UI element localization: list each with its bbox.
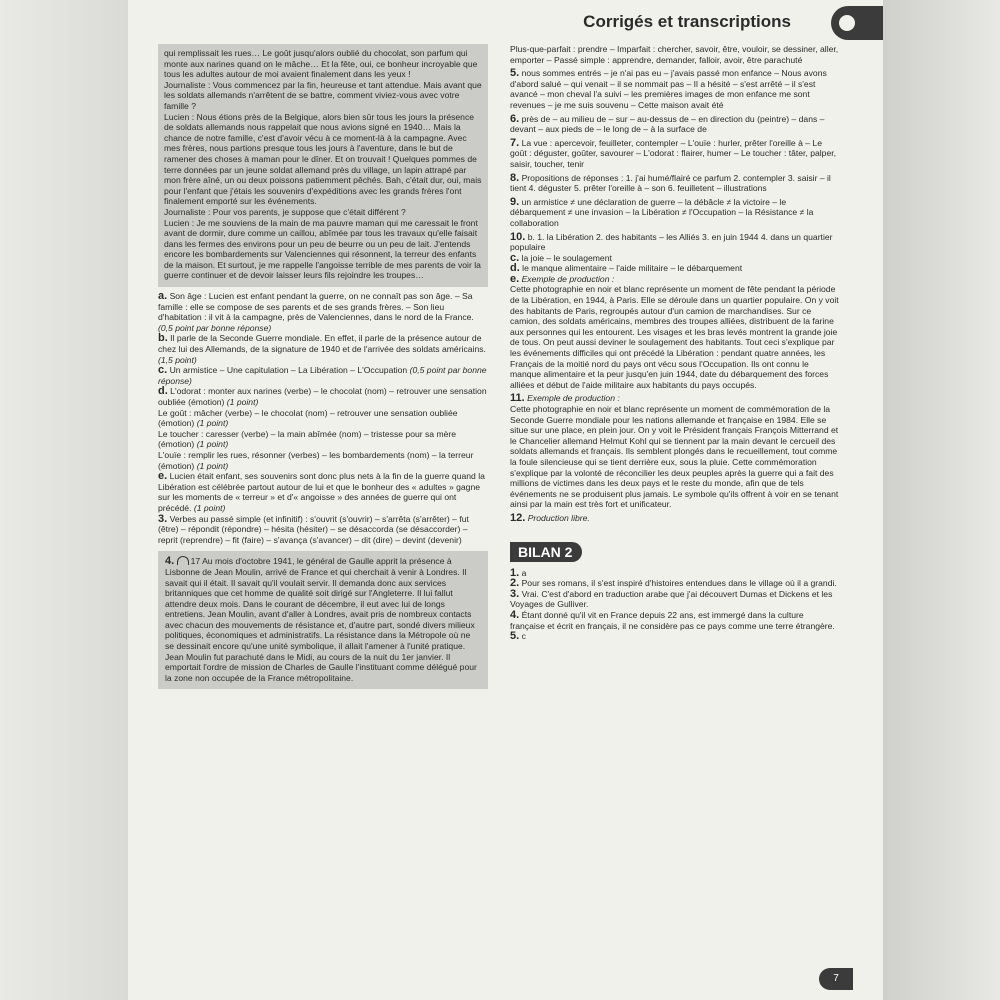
- background-right: [883, 0, 1000, 1000]
- answer-item: 4. 17 Au mois d'octobre 1941, le général de Gaulle apprit la présence à Lisbonne de Jean Moulin, arrivé de France et qui cherchait à venir à Londres. Il savait qui il était. Il savait qu'il voulait servir. Il demanda donc aux services britanniques que cet homme de qualité soit dirigé sur l'Angleterre. Il lui fallut attendre deux mois. Dans le courant de décembre, il eut avec lui de longs entretiens. Jean Moulin, avant d'aller à Londres, avait pris de nombreux contacts avec chacun des mouvements de résistance et, d'autre part, sondé divers milieux politiques, économiques et administratifs. La résistance dans la Métropole où ne se dessinait encore qu'une unité symbolique, il allait l'amener à l'unité pratique. Jean Moulin fut parachuté dans le Midi, au cours de la nuit du 1er janvier. Il emportait l'ordre de mission de Charles de Gaulle l'instituant comme délégué pour la zone non occupée de la France métropolitaine.: [165, 555, 477, 683]
- answer-item: L'ouïe : remplir les rues, résonner (verbes) – les bombardements (nom) – la terreur (émotion) (1 point): [158, 449, 474, 471]
- answer-item: Le goût : mâcher (verbe) – le chocolat (nom) – retrouver une sensation oubliée (émotion) (1 point): [158, 407, 458, 429]
- production-text: Cette photographie en noir et blanc représente un moment de fête pendant la période de la Libération, en 1944, à Paris. Elle se déroule dans un quartier populaire. On y voit des habitants de Paris, regroupés autour d'un camion de marchandises. Sur ce camion, des soldats américains, membres des troupes alliées, distribuent de la farine aux personnes qui les entourent. Les visages et les bras levés montrent la grande joie de tous. On peut aussi deviner le soulagement des habitants. Tout ceci s'explique par les événements difficiles qui ont précédé la Libération : pendant quatre années, les Français de la moitié nord du pays ont vécu sous l'Occupation. Ils ont connu le manque alimentaire et la peur jusqu'en juin 1944, date du débarquement des forces alliées et début de l'aide militaire aux habitants du pays occupés.: [510, 284, 839, 390]
- transcript-paragraph: qui remplissait les rues… Le goût jusqu'alors oublié du chocolat, son parfum qui monte aux narines quand on le mâche… Et la fête, oui, ce bonheur incroyable que tous les adultes autour de moi avaient finalement dans les yeux !: [164, 48, 478, 80]
- bilan-item: 5. c: [510, 630, 526, 643]
- answer-item: b. Il parle de la Seconde Guerre mondiale. En effet, il parle de la présence autour de chez lui des Allemands, de la signature de 1940 et de l'arrivée des soldats américains. (1,5 point): [158, 332, 486, 365]
- answer-item: c. Un armistice – Une capitulation – La Libération – L'Occupation (0,5 point par bonne réponse): [158, 364, 487, 386]
- answer-item: 10. b. 1. la Libération 2. des habitants – les Alliés 3. en juin 1944 4. dans un quartier populaire: [510, 230, 833, 253]
- background-left: [0, 0, 128, 1000]
- answer-item: Le toucher : caresser (verbe) – la main abîmée (nom) – tristesse pour sa mère (émotion) (1 point): [158, 428, 457, 450]
- bilan-item: 3. Vrai. C'est d'abord en traduction arabe que j'ai découvert Dumas et Dickens et les Voyages de Gulliver.: [510, 587, 833, 610]
- header-badge: [831, 6, 883, 40]
- answer-item: a. Son âge : Lucien est enfant pendant la guerre, on ne connaît pas son âge. – Sa famille : elle se compose de ses parents et de ses grands frères. – Son lieu d'habitation : il vit à la campagne, près de Valenciennes, dans le nord de la France. (0,5 point par bonne réponse): [158, 290, 474, 333]
- answer-item: e. Exemple de production :: [510, 272, 615, 285]
- answer-item: 7. La vue : apercevoir, feuilleter, contempler – L'ouïe : hurler, prêter l'oreille à – Le goût : déguster, goûter, savourer – L'odorat : flairer, humer – Le toucher : tâter, palper, saisir, toucher, tenir: [510, 136, 837, 169]
- answer-item: 12. Production libre.: [510, 511, 590, 524]
- answer-item: 5. nous sommes entrés – je n'ai pas eu – j'avais passé mon enfance – Nous avons d'abord salué – qui venait – il se nommait pas – Il a hésité – s'est arrêté – il s'est avancé – mon cheval l'a suivi – les premières images de mon enfance me sont revenues – je me suis souvenu – Cette maison avait été: [510, 67, 827, 110]
- bilan-heading: BILAN 2: [510, 542, 582, 562]
- answer-item: 8. Propositions de réponses : 1. j'ai humé/flairé ce parfum 2. contempler 3. saisir – il tient 4. déguster 5. prêter l'oreille à – son 6. feuilletent – illustrations: [510, 171, 831, 194]
- answer-item: Plus-que-parfait : prendre – Imparfait : chercher, savoir, être, vouloir, se dessiner, aller, emporter – Passé simple : apprendre, demander, falloir, avoir, être parachuté: [510, 44, 839, 65]
- left-column: [158, 44, 488, 689]
- production-text: Cette photographie en noir et blanc représente un moment de commémoration de la Seconde Guerre mondiale pour les nations allemande et française en 1984. Elle se situe sur une place, en plein jour. On y voit le Président français François Mitterrand et le Chancelier allemand Helmut Kohl qui se tiennent par la main devant le cercueil des soldats allemands et français. Ils semblent plongés dans le recueillement, tout comme la foule silencieuse qui se tient derrière eux, sous la pluie. Cette commémoration s'explique par la volonté de réconcilier les deux peuples après la guerre qui a fait des millions de victimes dans les deux pays et le reste du monde, afin que de tels événements ne se produisent plus jamais. Le symbole qu'ils offrent à voir en se tenant ainsi par la main est très fort et unificateur.: [510, 404, 839, 510]
- answer-item: d. L'odorat : monter aux narines (verbe) – le chocolat (nom) – retrouver une sensation oubliée (émotion) (1 point): [158, 385, 487, 407]
- transcript-box: [158, 44, 488, 287]
- transcript-paragraph: Lucien : Je me souviens de la main de ma pauvre maman qui me caressait le front avant de dormir, dure comme un caillou, abîmée par tous les travaux qu'elle faisait dans les fermes des environs pour un peu de beurre ou un peu de lait. J'entends encore les bombardements sur Valenciennes qui résonnent, la terreur des enfants de la maison. Et surtout, je me rappelle l'angoisse terrible de mes parents de voir la guerre continuer et de devoir laisser leurs fils rejoindre les troupes…: [164, 217, 481, 281]
- answer-item: 9. un armistice ≠ une déclaration de guerre – la débâcle ≠ la victoire – le débarquement ≠ une invasion – la Libération ≠ l'Occupation – la Résistance ≠ la collaboration: [510, 195, 814, 228]
- bilan-item: 2. Pour ses romans, il s'est inspiré d'histoires entendues dans le village où il a grandi.: [510, 577, 837, 590]
- right-column: [510, 44, 840, 642]
- badge-dot-icon: [839, 15, 855, 31]
- bilan-item: 1. a: [510, 566, 527, 579]
- bilan-item: 4. Étant donné qu'il vit en France depuis 22 ans, est immergé dans la culture française et écrit en français, il ne considère pas ce pays comme une terre étrangère.: [510, 608, 835, 631]
- transcript-paragraph: Journaliste : Pour vos parents, je suppose que c'était différent ?: [164, 206, 406, 217]
- page-number: 7: [819, 968, 853, 990]
- answers-list: [158, 291, 488, 545]
- answer-item: e. Lucien était enfant, ses souvenirs sont donc plus nets à la fin de la guerre quand la Libération est célébrée partout autour de lui et que le bonheur des « adultes » gagne sur les moments de « terreur » et d'« angoisse » des années de guerre qui ont précédé. (1 point): [158, 470, 485, 513]
- transcript-box-4: [158, 551, 488, 689]
- page-title: Corrigés et transcriptions: [583, 12, 791, 31]
- headphones-icon: [177, 556, 189, 565]
- answer-item: 11. Exemple de production :: [510, 392, 620, 405]
- answer-item: 6. près de – au milieu de – sur – au-dessus de – en direction du (peintre) – dans – devant – aux pieds de – le long de – à la surface de: [510, 112, 825, 135]
- track-number: 17: [190, 556, 201, 567]
- answer-item: 3. Verbes au passé simple (et infinitif) : s'ouvrit (s'ouvrir) – s'arrêta (s'arrêter) – fut (être) – répondit (répondre) – hésita (hésiter) – se désaccorda (se désaccorder) – reprit (reprendre) – fit (faire) – s'avança (s'avancer) – dit (dire) – devint (devenir): [158, 512, 469, 545]
- transcript-paragraph: Journaliste : Vous commencez par la fin, heureuse et tant attendue. Mais avant que les soldats allemands n'arrêtent de se battre, comment viviez-vous avec votre famille ?: [164, 79, 482, 111]
- answer-item: d. le manque alimentaire – l'aide militaire – le débarquement: [510, 262, 743, 275]
- transcript-paragraph: Lucien : Nous étions près de la Belgique, alors bien sûr tous les jours la présence de soldats allemands nous rappelait que nous avions signé en 1940… Mais la chance de notre famille, c'est d'avoir vécu à ce moment-là à la campagne. Avec mes frères, nous partions presque tous les jours à l'aventure, dans le but de ramener des choses à maman pour le dîner. Et on trouvait ! Quelques pommes de terre données par un jeune soldat allemand près du village, un lapin attrapé par mon frère aîné, un ou deux poissons patiemment pêchés. Bah, c'était dur, oui, mais pour l'enfant que j'étais les souvenirs d'expéditions avec les grands frères l'ont finalement emporté sur les événements.: [164, 111, 482, 207]
- document-page: [128, 0, 883, 1000]
- answer-item: c. la joie – le soulagement: [510, 251, 612, 264]
